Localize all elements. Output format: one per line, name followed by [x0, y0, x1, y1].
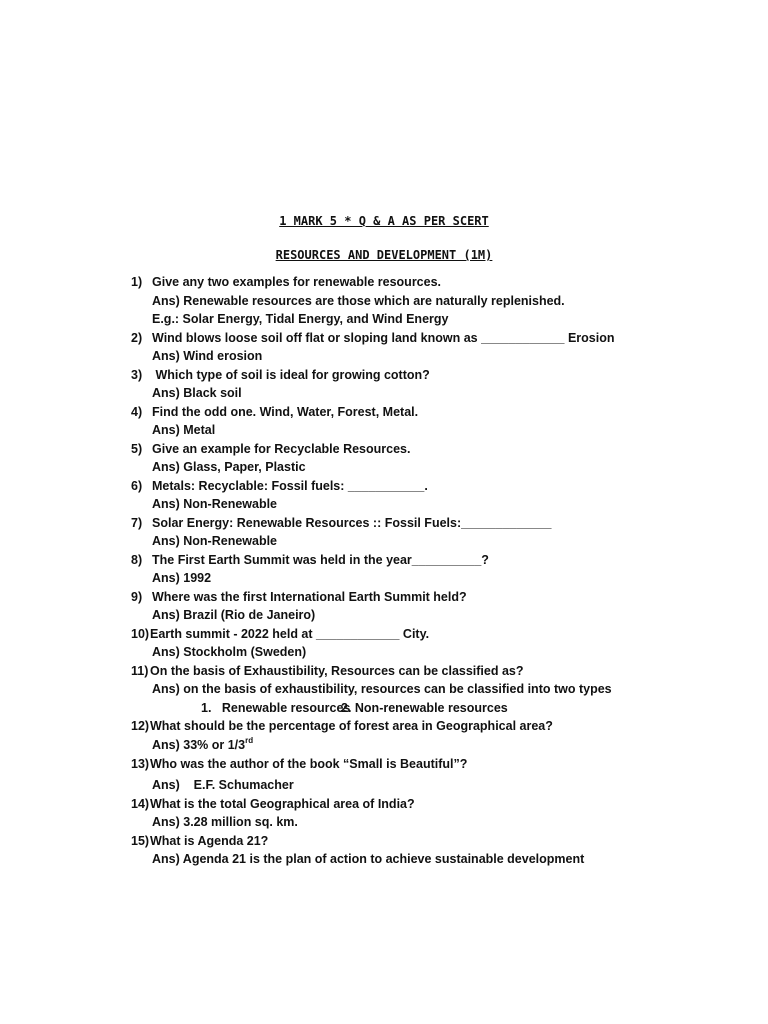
answer-2: Ans) Wind erosion [152, 349, 263, 363]
question-number: 5) [131, 441, 143, 456]
question-14 [131, 795, 731, 814]
question-text: Give any two examples for renewable resources. [152, 275, 442, 289]
question-1 [131, 273, 731, 292]
answer-14: Ans) 3.28 million sq. km. [152, 815, 298, 829]
question-number: 3) [131, 367, 143, 382]
question-number: 12) [131, 719, 150, 733]
type-non-renewable: 2. Non-renewable resources [341, 700, 508, 715]
question-2 [131, 329, 731, 348]
answer-6: Ans) Non-Renewable [152, 497, 278, 511]
question-number: 7) [131, 515, 143, 530]
question-number: 14) [131, 796, 150, 811]
answer-10: Ans) Stockholm (Sweden) [152, 645, 307, 659]
question-number: 1) [131, 275, 143, 289]
question-text: What is Agenda 21? [150, 833, 269, 848]
question-text: Give an example for Recyclable Resources. [152, 441, 411, 456]
answer-9: Ans) Brazil (Rio de Janeiro) [152, 608, 316, 622]
question-9 [131, 588, 731, 607]
question-number: 10) [131, 626, 150, 641]
answer-11-types [131, 699, 731, 718]
question-number: 8) [131, 552, 143, 567]
answer-15: Ans) Agenda 21 is the plan of action to achieve sustainable development [152, 852, 585, 866]
answer-12-superscript: rd [245, 735, 254, 745]
question-15 [131, 832, 731, 851]
answer-5: Ans) Glass, Paper, Plastic [152, 460, 306, 474]
question-text: Which type of soil is ideal for growing cotton? [152, 367, 430, 382]
question-number: 9) [131, 589, 143, 604]
question-number: 11) [131, 663, 149, 678]
question-text: Who was the author of the book “Small is Beautiful”? [150, 757, 468, 771]
answer-12-text: Ans) 33% or 1/3 [152, 737, 246, 752]
question-11 [131, 662, 731, 681]
answer-11: Ans) on the basis of exhaustibility, resources can be classified into two types [152, 682, 612, 696]
question-7 [131, 514, 731, 533]
question-text: What should be the percentage of forest area in Geographical area? [150, 719, 553, 733]
question-4 [131, 403, 731, 422]
question-number: 2) [131, 330, 143, 345]
question-3 [131, 366, 731, 385]
question-text: Wind blows loose soil off flat or sloping land known as ____________ Erosion [152, 330, 615, 345]
question-text: The First Earth Summit was held in the year__________? [152, 552, 489, 567]
question-answer-list [131, 273, 731, 869]
answer-1: Ans) Renewable resources are those which are naturally replenished. [152, 293, 565, 308]
document-title: 1 MARK 5 * Q & A AS PER SCERT [279, 214, 489, 228]
question-text: Where was the first International Earth Summit held? [152, 589, 467, 604]
type-renewable: 1. Renewable resources [201, 700, 351, 715]
question-number: 6) [131, 478, 143, 493]
question-number: 4) [131, 404, 143, 419]
question-6 [131, 477, 731, 496]
answer-7: Ans) Non-Renewable [152, 534, 278, 548]
question-text: Find the odd one. Wind, Water, Forest, Metal. [152, 404, 419, 419]
question-8 [131, 551, 731, 570]
question-13 [131, 754, 731, 776]
question-text: What is the total Geographical area of India? [150, 796, 415, 811]
question-text: Metals: Recyclable: Fossil fuels: ___________. [152, 478, 428, 493]
answer-3: Ans) Black soil [152, 386, 242, 400]
question-text: On the basis of Exhaustibility, Resources can be classified as? [150, 663, 524, 678]
answer-4: Ans) Metal [152, 423, 216, 437]
answer-12 [131, 736, 731, 755]
answer-8: Ans) 1992 [152, 571, 212, 585]
document-subtitle: RESOURCES AND DEVELOPMENT (1M) [275, 248, 493, 262]
answer-13: Ans) E.F. Schumacher [152, 778, 294, 792]
question-number: 15) [131, 833, 150, 848]
answer-1-example: E.g.: Solar Energy, Tidal Energy, and Wind Energy [152, 312, 449, 326]
question-number: 13) [131, 757, 150, 771]
question-10 [131, 625, 731, 644]
question-text: Earth summit - 2022 held at ____________ City. [150, 626, 430, 641]
question-text: Solar Energy: Renewable Resources :: Fossil Fuels:_____________ [152, 515, 552, 530]
question-12 [131, 717, 731, 736]
question-5 [131, 440, 731, 459]
